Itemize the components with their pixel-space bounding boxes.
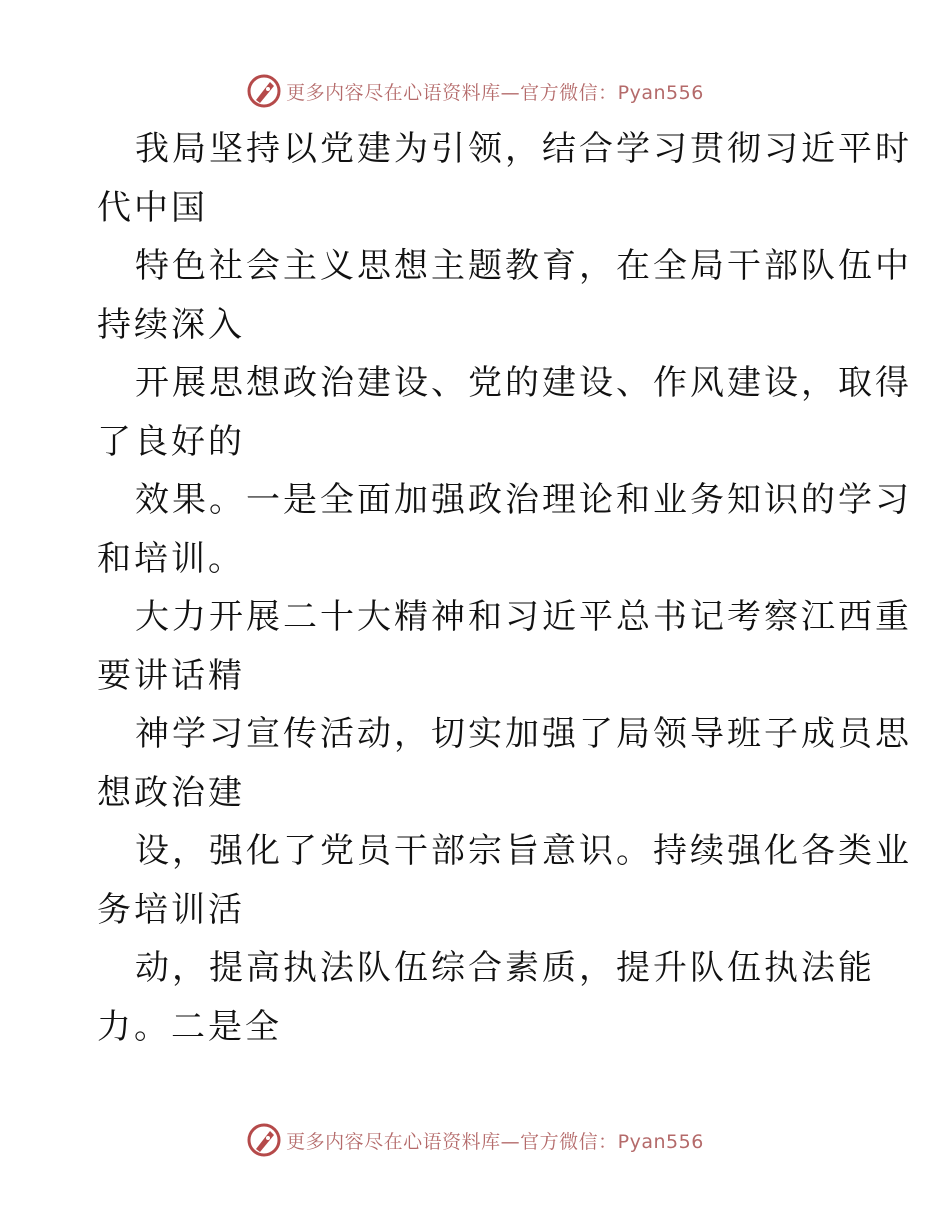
paragraph-8: [97, 939, 875, 1056]
pen-nib-logo-icon: [246, 1122, 282, 1158]
paragraph-6: [97, 705, 912, 822]
paragraph-4: [97, 471, 912, 588]
paragraph-4-line-2: 和培训。: [97, 538, 245, 579]
watermark-text: 更多内容尽在心语资料库—官方微信：Pyan556: [286, 1130, 704, 1153]
pen-nib-logo-icon: [246, 73, 282, 109]
paragraph-1-line-2: 代中国: [97, 187, 208, 228]
paragraph-6-line-2: 想政治建: [97, 772, 245, 813]
footer-watermark: [0, 1120, 950, 1160]
paragraph-6-line-1: 神学习宣传活动，切实加强了局领导班子成员思: [135, 714, 912, 754]
paragraph-7: [97, 822, 912, 939]
paragraph-2: [97, 237, 912, 354]
paragraph-5-line-1: 大力开展二十大精神和习近平总书记考察江西重: [135, 597, 912, 637]
document-body: [97, 120, 912, 1056]
paragraph-7-line-2: 务培训活: [97, 889, 245, 930]
paragraph-2-line-1: 特色社会主义思想主题教育，在全局干部队伍中: [135, 246, 912, 286]
paragraph-3-line-2: 了良好的: [97, 421, 245, 462]
header-watermark: [0, 71, 950, 111]
paragraph-7-line-1: 设，强化了党员干部宗旨意识。持续强化各类业: [135, 831, 912, 871]
paragraph-1-line-1: 我局坚持以党建为引领，结合学习贯彻习近平时: [135, 129, 912, 169]
paragraph-8-line-1: 动，提高执法队伍综合素质，提升队伍执法能: [135, 948, 875, 988]
paragraph-2-line-2: 持续深入: [97, 304, 245, 345]
paragraph-5-line-2: 要讲话精: [97, 655, 245, 696]
paragraph-4-line-1: 效果。一是全面加强政治理论和业务知识的学习: [135, 480, 912, 520]
watermark-text: 更多内容尽在心语资料库—官方微信：Pyan556: [286, 81, 704, 104]
paragraph-3-line-1: 开展思想政治建设、党的建设、作风建设，取得: [135, 363, 912, 403]
paragraph-5: [97, 588, 912, 705]
paragraph-1: [97, 120, 912, 237]
paragraph-3: [97, 354, 912, 471]
paragraph-8-line-2: 力。二是全: [97, 1006, 282, 1047]
